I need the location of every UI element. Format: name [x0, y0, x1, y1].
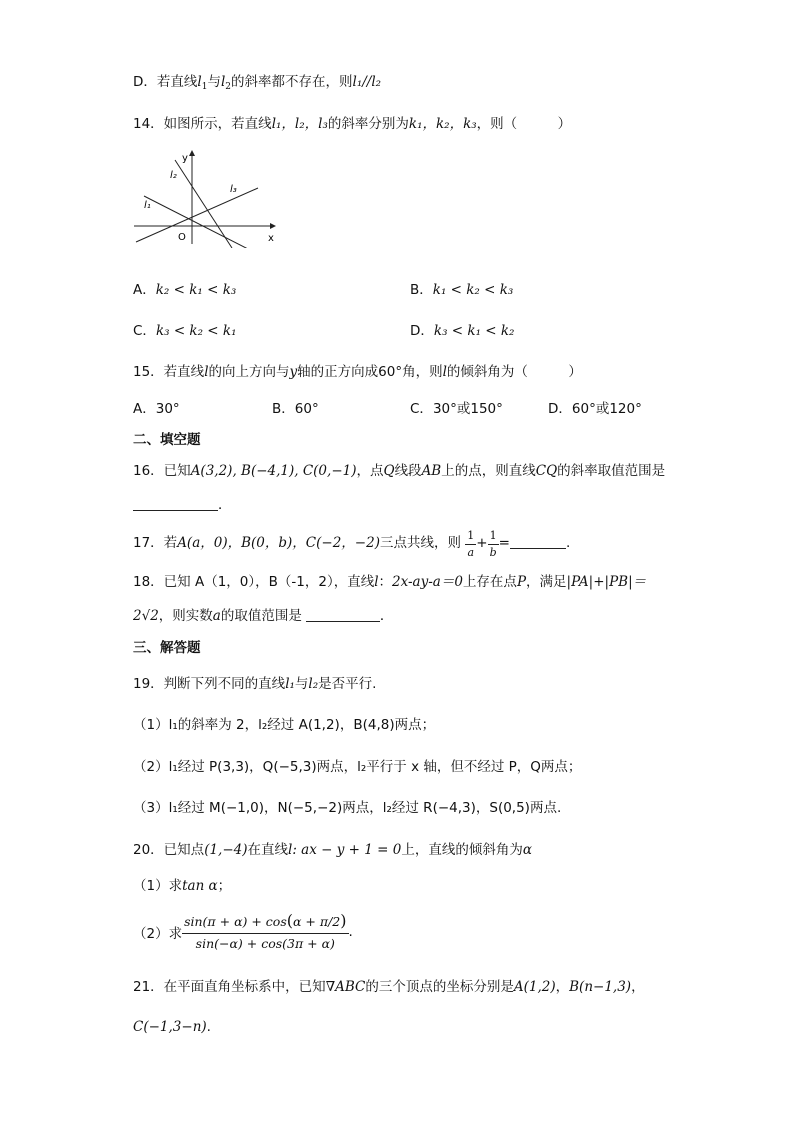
q18-line2: 2√2，则实数a的取值范围是 ．: [133, 608, 394, 624]
q15-option-d[interactable]: D．60°或120°: [548, 401, 642, 417]
q16-answer-line: ．: [133, 495, 232, 515]
q14-stem: [133, 114, 571, 134]
q20-fraction: $\frac{\sin(\pi + \alpha) + \cos(\alpha + \pi/2)}{\sin(-\alpha) + \cos(3\pi + \alpha)}$: [184, 911, 347, 951]
y-label: y: [182, 153, 188, 164]
q21-line2: C(−1,3−n).: [133, 1019, 211, 1035]
q14-mid: 的斜率分别为: [327, 116, 409, 132]
l1-label: l₁: [144, 200, 151, 211]
q13d-l1: $l_1$: [197, 74, 208, 92]
q19-part2: （2）l₁经过 P(3,3)，Q(−5,3)两点，l₂平行于 x 轴，但不经过 P，Q两点；: [133, 759, 582, 775]
q20-part2: （2）求 $\frac{\sin(\pi + \alpha) + \cos(\alpha + \pi/2)}{\sin(-\alpha) + \cos(3\pi + \alpha)}$ .: [133, 910, 353, 954]
q13d-mid2: 的斜率都不存在，则: [231, 74, 353, 90]
q14-slopes: k₁，k₂，k₃: [408, 116, 477, 132]
q15-stem: 15．若直线l的向上方向与y轴的正方向成60°角，则l的倾斜角为（ ）: [133, 364, 582, 380]
section-fill-in: 二、填空题: [133, 432, 201, 448]
q16-blank[interactable]: [133, 496, 218, 511]
q20-part1: （1）求tan α；: [133, 878, 232, 894]
q18-stem: 18．已知 A（1，0），B（-1，2），直线l：2x-ay-a＝0上存在点P，满足|PA|+|PB|＝: [133, 574, 647, 590]
q18-blank[interactable]: [306, 607, 380, 622]
q13d-prefix: D．若直线: [133, 74, 198, 90]
q21-stem: 21．在平面直角坐标系中，已知∇ABC的三个顶点的坐标分别是A(1,2)，B(n−1,3)，: [133, 979, 645, 995]
x-label: x: [268, 233, 274, 244]
l3-label: l₃: [230, 184, 237, 195]
l2-label: l₂: [170, 170, 177, 181]
q17-frac-a: $\frac{1}{a}$: [467, 529, 475, 559]
origin-label: O: [178, 232, 186, 243]
section-solutions: 三、解答题: [133, 640, 201, 656]
q14-figure: [130, 148, 280, 248]
q19-part1: （1）l₁的斜率为 2，l₂经过 A(1,2)，B(4,8)两点；: [133, 717, 436, 733]
q15-option-b[interactable]: B．60°: [272, 401, 319, 417]
q14-stem-text: 14．如图所示，若直线: [133, 116, 272, 132]
q14-option-a[interactable]: A．k₂ < k₁ < k₃: [133, 282, 237, 298]
q17-blank[interactable]: [510, 534, 566, 549]
line-l3: [136, 188, 258, 242]
q17-stem: 17．若A(a，0)，B(0，b)，C(−2，−2)三点共线，则 $\frac{1}{a}$ + $\frac{1}{b}$ = .: [133, 529, 571, 559]
q14-option-b[interactable]: B．k₁ < k₂ < k₃: [410, 282, 514, 298]
q15-option-a[interactable]: A．30°: [133, 401, 180, 417]
q15-option-c[interactable]: C．30°或150°: [410, 401, 503, 417]
q19-stem: 19．判断下列不同的直线l₁与l₂是否平行.: [133, 676, 377, 692]
q13d-mid: 与: [207, 74, 221, 90]
q13d-l2: $l_2$: [220, 74, 232, 92]
line-l1: [144, 196, 250, 248]
q20-stem: 20．已知点(1,−4)在直线l: ax − y + 1 = 0上，直线的倾斜角为α: [133, 842, 532, 858]
q14-option-c[interactable]: C．k₃ < k₂ < k₁: [133, 323, 237, 339]
q19-part3: （3）l₁经过 M(−1,0)，N(−5,−2)两点，l₂经过 R(−4,3)，S(0,5)两点.: [133, 800, 562, 816]
q13-option-d: [133, 72, 381, 97]
q14-option-d[interactable]: D．k₃ < k₁ < k₂: [410, 323, 515, 339]
y-axis-arrow: [189, 150, 195, 156]
q17-frac-b: $\frac{1}{b}$: [489, 529, 497, 559]
q14-lines: l₁，l₂，l₃: [271, 116, 328, 132]
q14-tail: ，则（ ）: [476, 116, 572, 132]
q13d-result: l₁//l₂: [352, 74, 382, 90]
q16-stem: 16．已知A(3,2), B(−4,1), C(0,−1)，点Q线段AB上的点，则直线CQ的斜率取值范围是: [133, 463, 666, 479]
x-axis-arrow: [270, 223, 276, 229]
